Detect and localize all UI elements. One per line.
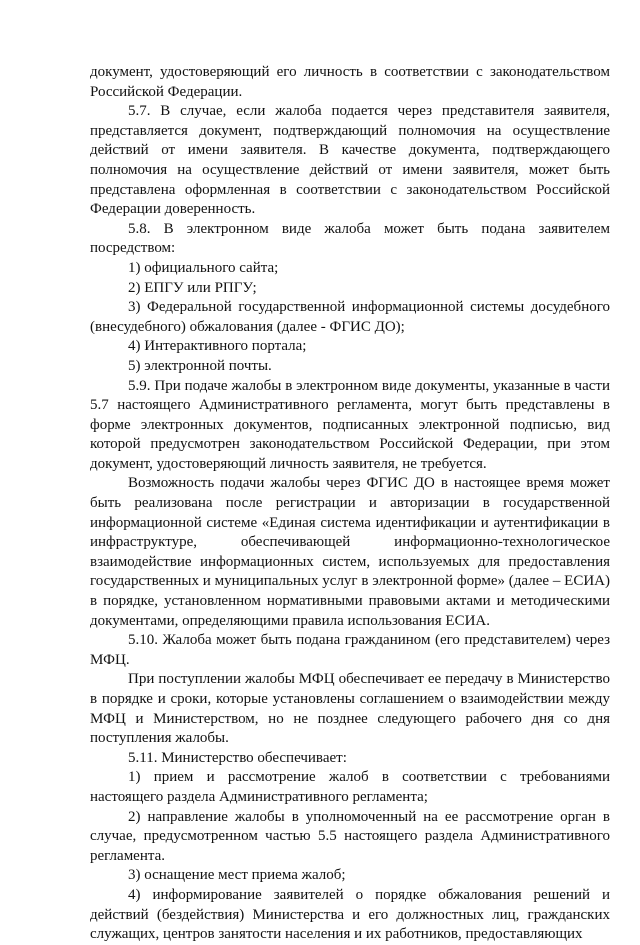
paragraph-mfc-transfer: При поступлении жалобы МФЦ обеспечивает ее передачу в Министерство в порядке и сроки, которые установлены соглашением о взаимодействии между МФЦ и Министерством, но не позднее следующего рабочего дня со дня поступления жалобы. — [90, 671, 610, 747]
paragraph-5-10: 5.10. Жалоба может быть подана гражданином (его представителем) через МФЦ. — [90, 632, 610, 668]
list-item-reception: 1) прием и рассмотрение жалоб в соответствии с требованиями настоящего раздела Административного регламента; — [90, 769, 610, 805]
list-item-email: 5) электронной почты. — [128, 357, 272, 374]
paragraph-esia: Возможность подачи жалобы через ФГИС ДО в настоящее время может быть реализована после регистрации и авторизации в государственной информационной системе «Единая система идентификации и аутентификации в инфраструктуре, обеспечивающей информационно-технологическое взаимодействие информационных систем, используемых для предоставления государственных и муниципальных услуг в электронной форме» (далее – ЕСИА) в порядке, установленном нормативными правовыми актами и методическими документами, определяющими правила использования ЕСИА. — [90, 475, 610, 629]
paragraph-5-7: 5.7. В случае, если жалоба подается через представителя заявителя, представляется документ, подтверждающий полномочия на осуществление действий от имени заявителя. В качестве документа, подтверждающего полномочия на осуществление действий от имени заявителя, может быть представлена оформленная в соответствии с законодательством Российской Федерации доверенность. — [90, 103, 610, 218]
list-item-equipment: 3) оснащение мест приема жалоб; — [128, 867, 346, 884]
paragraph-5-8: 5.8. В электронном виде жалоба может быть подана заявителем посредством: — [90, 220, 610, 257]
list-item-epgu: 2) ЕПГУ или РПГУ; — [128, 279, 257, 296]
list-item-official-site: 1) официального сайта; — [128, 259, 279, 276]
list-item-interactive-portal: 4) Интерактивного портала; — [128, 338, 307, 355]
paragraph-5-11: 5.11. Министерство обеспечивает: — [128, 749, 347, 766]
list-item-informing: 4) информирование заявителей о порядке обжалования решений и действий (бездействия) Министерства и его должностных лиц, гражданских служащих, центров занятости населения и их работников, предоставляющих — [90, 886, 610, 943]
paragraph-5-9: 5.9. При подаче жалобы в электронном виде документы, указанные в части 5.7 настоящего Административного регламента, могут быть представлены в форме электронных документов, подписанных электронной подписью, вид которой предусмотрен законодательством Российской Федерации, при этом документ, удостоверяющий личность заявителя, не требуется. — [90, 377, 610, 472]
list-item-forwarding: 2) направление жалобы в уполномоченный на ее рассмотрение орган в случае, предусмотренном частью 5.5 настоящего раздела Административного регламента. — [90, 808, 610, 864]
document-page — [90, 63, 610, 945]
paragraph-continuation: документ, удостоверяющий его личность в соответствии с законодательством Российской Федерации. — [90, 64, 610, 100]
list-item-fgis-do: 3) Федеральной государственной информационной системы досудебного (внесудебного) обжалования (далее - ФГИС ДО); — [90, 299, 610, 335]
